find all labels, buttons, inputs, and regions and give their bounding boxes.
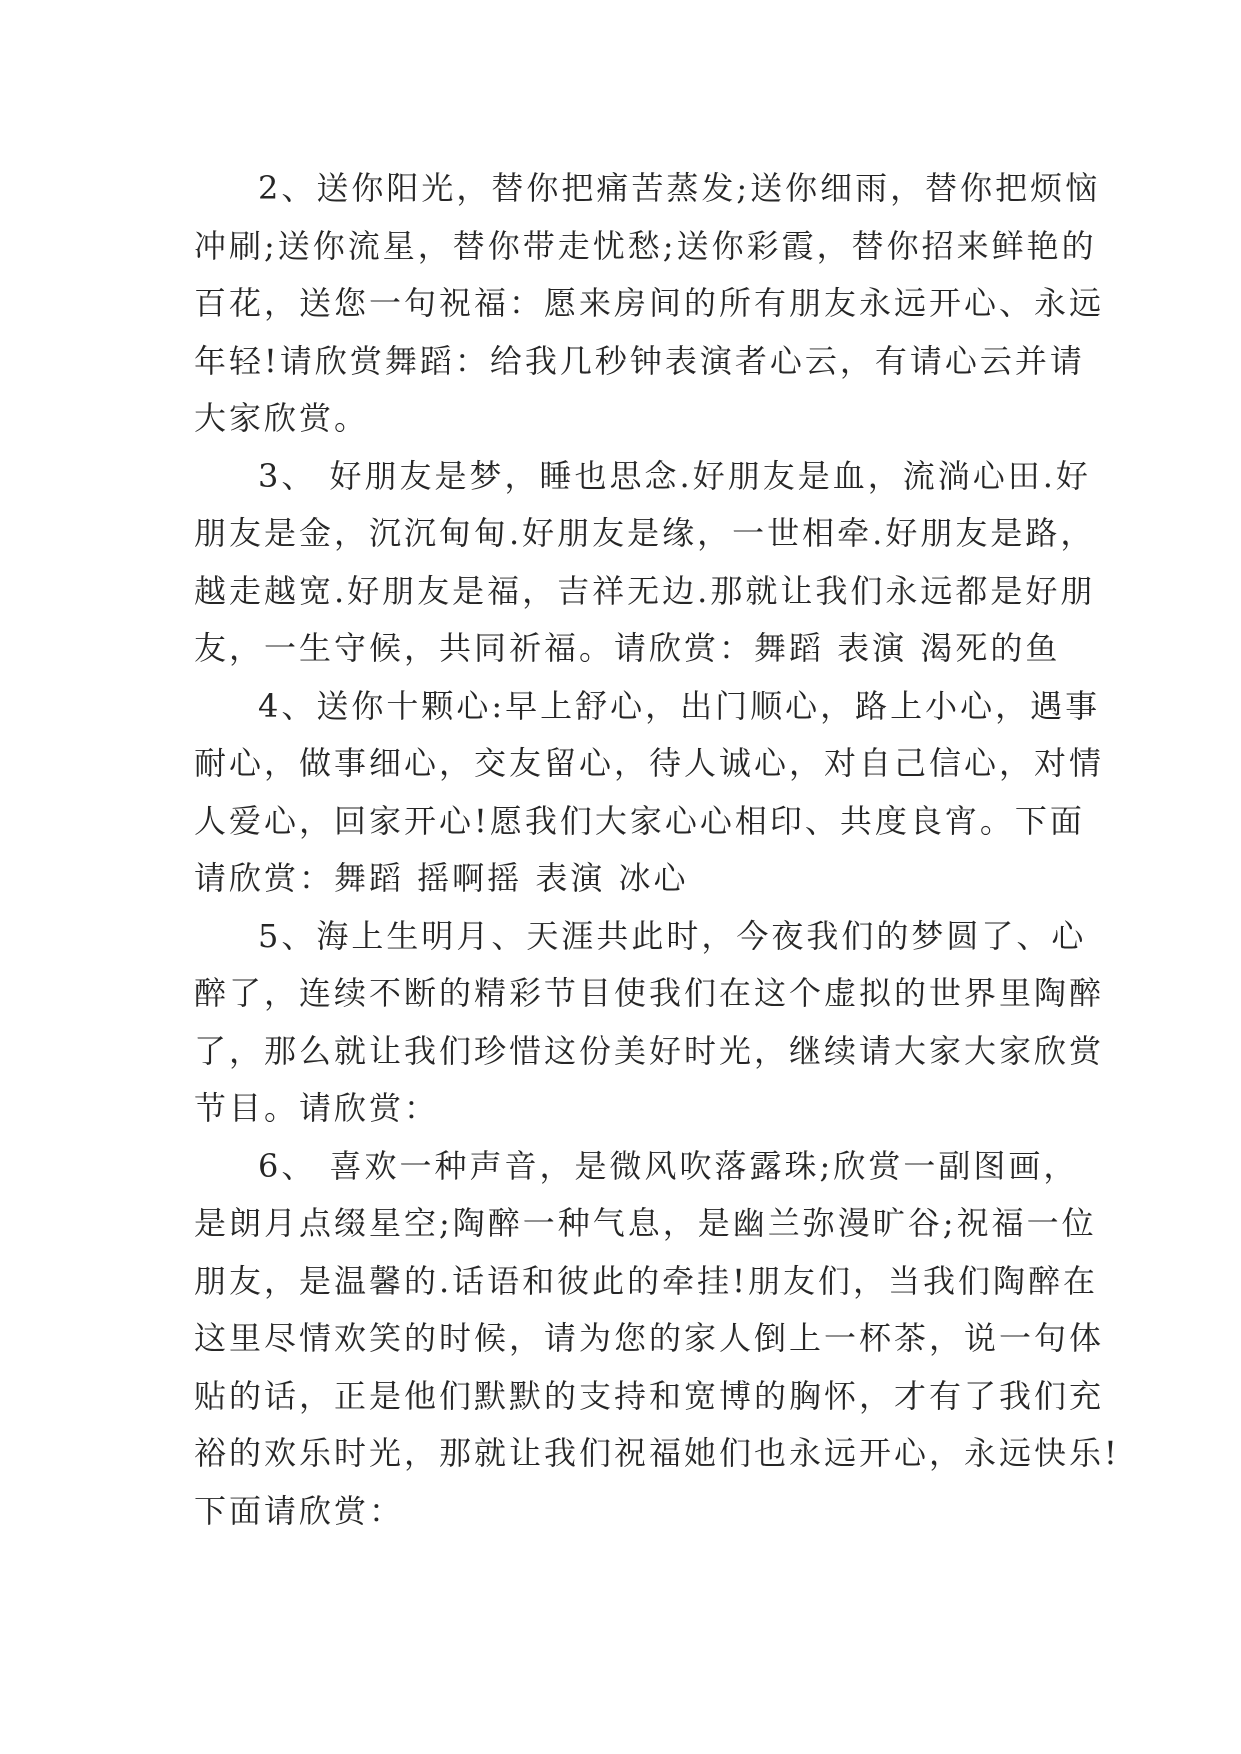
- paragraph-line: 裕的欢乐时光，那就让我们祝福她们也永远开心，永远快乐!: [194, 1434, 1120, 1472]
- paragraph-line: 6、 喜欢一种声音，是微风吹落露珠;欣赏一副图画，: [258, 1146, 1079, 1185]
- paragraph-line: 冲刷;送你流星，替你带走忧愁;送你彩霞，替你招来鲜艳的: [194, 226, 1097, 265]
- paragraph-4: [194, 678, 1105, 908]
- paragraph-line: 大家欣赏。: [194, 399, 370, 437]
- paragraph-line: 百花，送您一句祝福：愿来房间的所有朋友永远开心、永远: [194, 284, 1105, 322]
- paragraph-line: 3、 好朋友是梦，睡也思念.好朋友是血，流淌心田.好: [258, 456, 1091, 495]
- paragraph-line: 年轻!请欣赏舞蹈：给我几秒钟表演者心云，有请心云并请: [194, 341, 1085, 380]
- paragraph-line: 这里尽情欢笑的时候，请为您的家人倒上一杯茶，说一句体: [194, 1319, 1105, 1357]
- paragraph-line: 节目。请欣赏：: [194, 1089, 440, 1127]
- paragraph-line: 耐心，做事细心，交友留心，待人诚心，对自己信心，对情: [194, 744, 1105, 782]
- paragraph-line: 醉了，连续不断的精彩节目使我们在这个虚拟的世界里陶醉: [194, 974, 1105, 1012]
- paragraph-line: 朋友，是温馨的.话语和彼此的牵挂!朋友们，当我们陶醉在: [194, 1261, 1099, 1300]
- paragraph-6: [194, 1138, 1120, 1541]
- paragraph-line: 越走越宽.好朋友是福，吉祥无边.那就让我们永远都是好朋: [194, 571, 1096, 610]
- paragraph-line: 了，那么就让我们珍惜这份美好时光，继续请大家大家欣赏: [194, 1031, 1105, 1070]
- paragraph-line: 4、送你十颗心:早上舒心，出门顺心，路上小心，遇事: [258, 686, 1101, 725]
- paragraph-line: 下面请欣赏：: [194, 1491, 405, 1530]
- paragraph-line: 人爱心，回家开心!愿我们大家心心相印、共度良宵。下面: [194, 801, 1085, 840]
- paragraph-line: 朋友是金，沉沉甸甸.好朋友是缘，一世相牵.好朋友是路，: [194, 514, 1096, 552]
- paragraph-line: 友，一生守候，共同祈福。请欣赏：舞蹈 表演 渴死的鱼: [194, 629, 1061, 667]
- paragraph-2: [194, 160, 1105, 448]
- document-body: [194, 160, 1120, 1540]
- paragraph-line: 2、送你阳光，替你把痛苦蒸发;送你细雨，替你把烦恼: [258, 169, 1101, 207]
- paragraph-line: 请欣赏：舞蹈 摇啊摇 表演 冰心: [194, 859, 689, 897]
- paragraph-line: 贴的话，正是他们默默的支持和宽博的胸怀，才有了我们充: [194, 1376, 1105, 1415]
- paragraph-3: [194, 448, 1096, 678]
- paragraph-line: 是朗月点缀星空;陶醉一种气息，是幽兰弥漫旷谷;祝福一位: [194, 1204, 1097, 1242]
- paragraph-5: [194, 908, 1105, 1138]
- paragraph-line: 5、海上生明月、天涯共此时，今夜我们的梦圆了、心: [258, 916, 1087, 955]
